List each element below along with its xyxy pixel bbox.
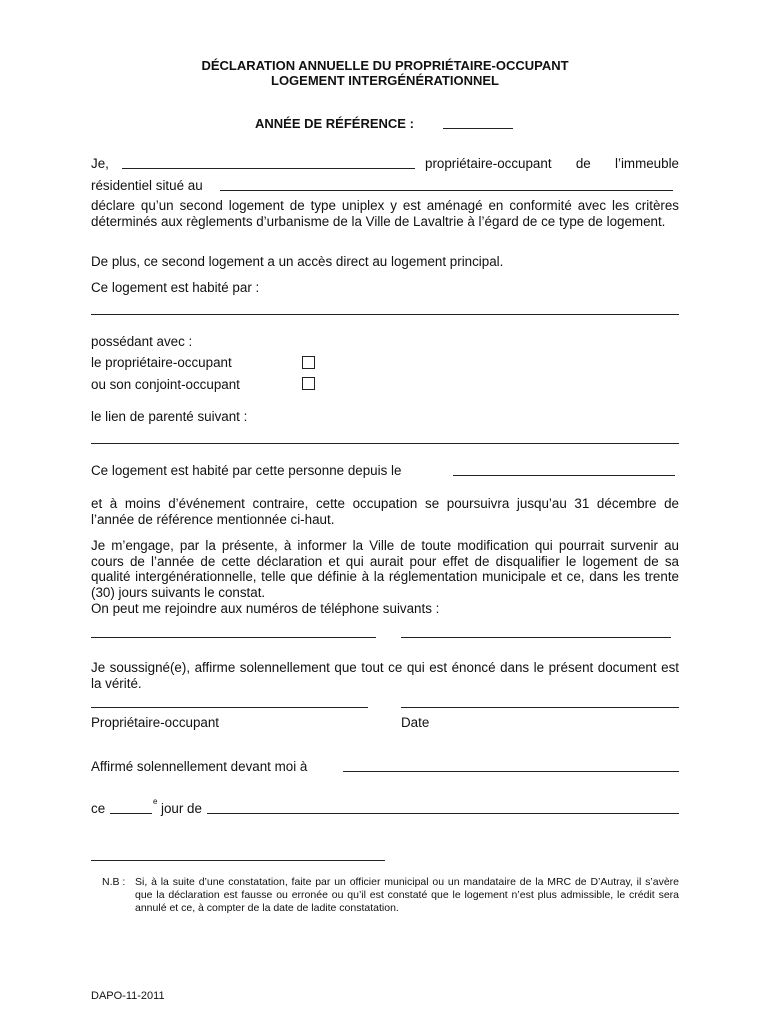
owner-name-field[interactable] [122,168,415,169]
commitment-paragraph: Je m’engage, par la présente, à informer la Ville de toute modification qui pourrait survenir au cours de l’année de cette déclaration et qui aurait pour effet de disqualifier le logement de sa qualité intergénérationnelle, telle que définie à la réglementation municipale et ce, dans les trente (30) jours suivants le constat. [91,538,679,600]
affirmed-place-field[interactable] [343,771,679,772]
spouse-checkbox[interactable] [302,377,315,390]
kinship-field[interactable] [91,443,679,444]
owner-signature-field[interactable] [91,707,368,708]
ce-label: ce [91,801,106,816]
form-title-line1: DÉCLARATION ANNUELLE DU PROPRIÉTAIRE-OCCUPANT [201,58,569,73]
day-ordinal-suffix: e [153,797,158,806]
reference-year-label: ANNÉE DE RÉFÉRENCE : [255,116,414,131]
reference-year-field[interactable] [443,128,513,129]
signature-date-field[interactable] [401,707,679,708]
occupant-name-field[interactable] [91,314,679,315]
inhabited-by-label: Ce logement est habité par : [91,280,260,295]
since-date-field[interactable] [453,475,675,476]
day-field[interactable] [110,813,152,814]
phone-field-2[interactable] [401,637,671,638]
since-label: Ce logement est habité par cette personne depuis le [91,463,402,478]
option-owner-label: le propriétaire-occupant [91,355,232,370]
month-year-field[interactable] [207,813,679,814]
owner-label: propriétaire-occupant de l’immeuble [425,156,679,171]
form-code: DAPO-11-2011 [91,990,165,1002]
declaration-paragraph: déclare qu’un second logement de type uniplex y est aménagé en conformité avec les critères déterminés aux règlements d’urbanisme de la Ville de Lavaltrie à l’égard de ce type de logement. [91,198,679,229]
signature-date-label: Date [401,715,430,730]
phone-field-1[interactable] [91,637,376,638]
address-field[interactable] [220,190,673,191]
owner-checkbox[interactable] [302,356,315,369]
footnote-separator [91,860,385,861]
nb-label: N.B : [102,876,126,888]
owner-signature-label: Propriétaire-occupant [91,715,220,730]
option-spouse-label: ou son conjoint-occupant [91,377,240,392]
form-title-line2: LOGEMENT INTERGÉNÉRATIONNEL [271,73,499,88]
access-statement: De plus, ce second logement a un accès direct au logement principal. [91,254,504,269]
affirmed-before-label: Affirmé solennellement devant moi à [91,759,308,774]
kinship-label: le lien de parenté suivant : [91,409,248,424]
situated-label: résidentiel situé au [91,178,203,193]
nb-note: Si, à la suite d’une constatation, faite par un officier municipal ou un mandataire de la MRC de D’Autray, il s’avère que la déclaration est fausse ou erronée ou qu’il est constaté que le logement n’est plus admissible, le crédit sera annulé et ce, à compter de la date de ladite constatation. [135,876,679,914]
phone-label: On peut me rejoindre aux numéros de téléphone suivants : [91,601,440,616]
having-with-label: possédant avec : [91,334,193,349]
occupation-until-paragraph: et à moins d’événement contraire, cette occupation se poursuivra jusqu’au 31 décembre de l’année de référence mentionnée ci-haut. [91,496,679,527]
jour-de-label: jour de [161,801,202,816]
affirmation-paragraph: Je soussigné(e), affirme solennellement que tout ce qui est énoncé dans le présent document est la vérité. [91,660,679,691]
je-label: Je, [91,156,109,171]
